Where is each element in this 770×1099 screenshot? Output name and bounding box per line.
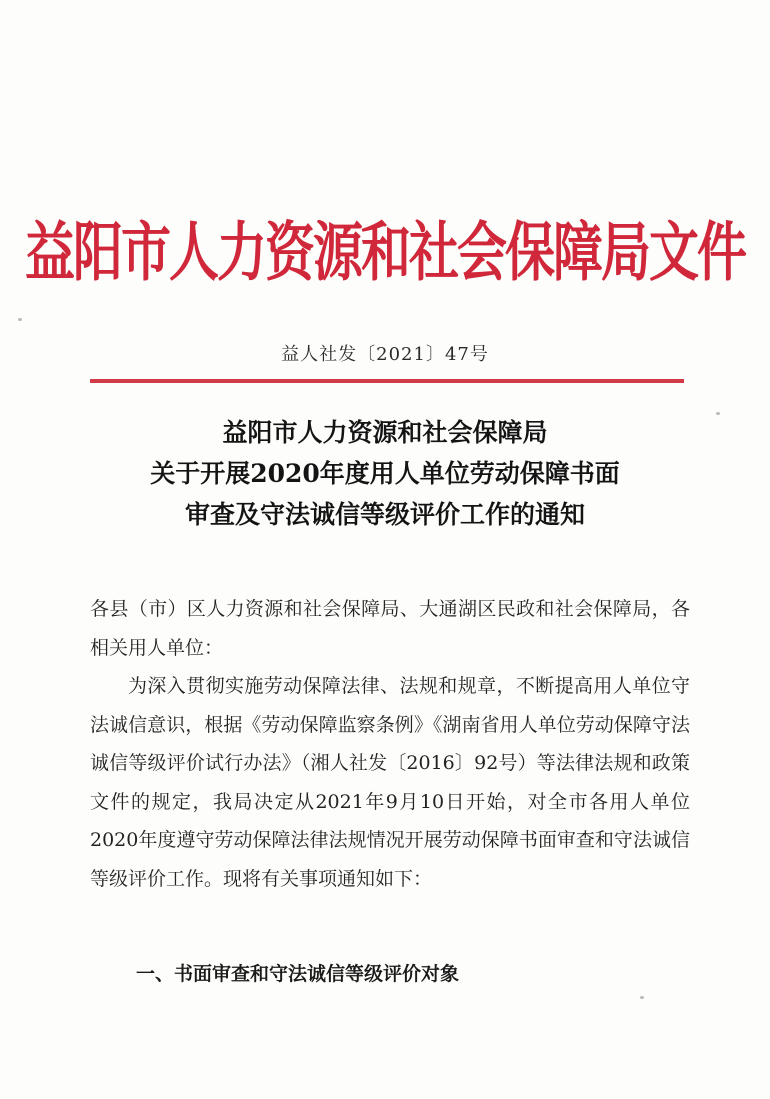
scan-speck — [716, 412, 720, 415]
scan-speck — [640, 996, 644, 999]
scan-speck — [18, 318, 22, 321]
notice-title-line-2: 关于开展2020年度用人单位劳动保障书面 — [150, 459, 620, 488]
agency-file-header: 益阳市人力资源和社会保障局文件 — [25, 214, 745, 290]
body-paragraph-1: 为深入贯彻实施劳动保障法律、法规和规章，不断提高用人单位守法诚信意识，根据《劳动保障监察条例》《湖南省用人单位劳动保障守法诚信等级评价试行办法》（湘人社发〔2016〕92号）等法律法规和政策文件的规定，我局决定从2021年9月10日开始，对全市各用人单位2020年度遵守劳动保障法律法规情况开展劳动保障书面审查和守法诚信等级评价工作。现将有关事项通知如下： — [90, 675, 690, 890]
notice-title-line-3: 审查及守法诚信等级评价工作的通知 — [184, 500, 585, 529]
document-number: 益人社发〔2021〕47号 — [281, 344, 489, 365]
notice-title-line-1: 益阳市人力资源和社会保障局 — [222, 418, 548, 447]
notice-title — [0, 412, 770, 535]
salutation: 各县（市）区人力资源和社会保障局、大通湖区民政和社会保障局，各相关用人单位： — [90, 598, 690, 659]
red-divider-line — [90, 379, 684, 383]
notice-body — [90, 590, 690, 898]
section-1-heading: 一、书面审查和守法诚信等级评价对象 — [136, 963, 460, 985]
